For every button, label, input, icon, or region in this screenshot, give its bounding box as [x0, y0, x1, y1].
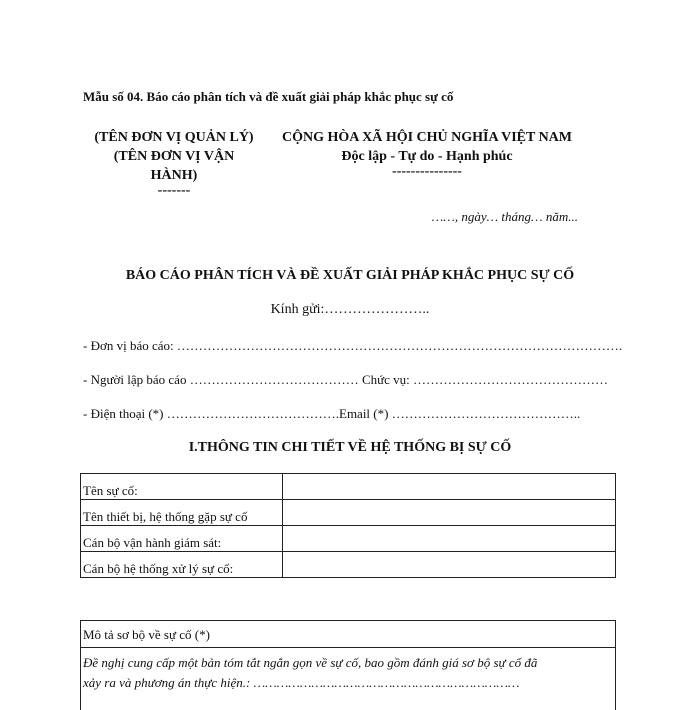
- date-line: ……, ngày… tháng… năm...: [431, 209, 578, 224]
- reporter-position-field: - Người lập báo cáo ………………………………… Chức vụ: ………………………………………: [83, 372, 609, 387]
- table-label-cell: Tên sự cố:: [81, 474, 283, 500]
- issuing-agency-header: [80, 128, 268, 197]
- description-hint: [81, 648, 615, 693]
- table-row: [81, 474, 616, 500]
- incident-description-box: [80, 620, 616, 710]
- recipient-line: Kính gửi:…………………..: [270, 302, 430, 317]
- header-right-rule: ---------------: [392, 164, 462, 179]
- table-row: [81, 552, 616, 578]
- table-label-cell: Cán bộ vận hành giám sát:: [81, 526, 283, 552]
- phone-email-field: - Điện thoại (*) ………………………………….Email (*) ……………………………………..: [83, 406, 581, 421]
- operating-unit-line2: HÀNH): [150, 168, 198, 183]
- description-title: Mô tả sơ bộ về sự cố (*): [81, 621, 615, 648]
- description-hint-line1: Đề nghị cung cấp một bản tóm tắt ngắn gọn về sự cố, bao gồm đánh giá sơ bộ sự cố đã: [83, 655, 538, 670]
- management-unit: (TÊN ĐƠN VỊ QUẢN LÝ): [94, 130, 254, 145]
- reporting-unit-field: - Đơn vị báo cáo: ………………………………………………………………………………………….: [83, 338, 623, 353]
- table-row: [81, 526, 616, 552]
- system-incident-table: [80, 473, 616, 578]
- table-label-cell: Cán bộ hệ thống xử lý sự cố:: [81, 552, 283, 578]
- table-value-cell: [283, 526, 616, 552]
- national-motto-header: [262, 128, 592, 178]
- table-value-cell: [283, 500, 616, 526]
- table-label-cell: Tên thiết bị, hệ thống gặp sự cố: [81, 500, 283, 526]
- table-row: [81, 500, 616, 526]
- section-1-title: I.THÔNG TIN CHI TIẾT VỀ HỆ THỐNG BỊ SỰ CỐ: [188, 440, 512, 455]
- table-value-cell: [283, 474, 616, 500]
- form-code: Mẫu số 04. Báo cáo phân tích và đề xuất giải pháp khắc phục sự cố: [83, 89, 454, 104]
- table-value-cell: [283, 552, 616, 578]
- country-name: CỘNG HÒA XÃ HỘI CHỦ NGHĨA VIỆT NAM: [281, 130, 572, 145]
- header-left-rule: -------: [157, 183, 191, 198]
- description-hint-line2: xảy ra và phương án thực hiện.: ……………………………………………………………: [83, 675, 520, 690]
- operating-unit-line1: (TÊN ĐƠN VỊ VẬN: [113, 149, 235, 164]
- document-title: BÁO CÁO PHÂN TÍCH VÀ ĐỀ XUẤT GIẢI PHÁP KHẮC PHỤC SỰ CỐ: [125, 268, 575, 283]
- motto: Độc lập - Tự do - Hạnh phúc: [341, 149, 513, 164]
